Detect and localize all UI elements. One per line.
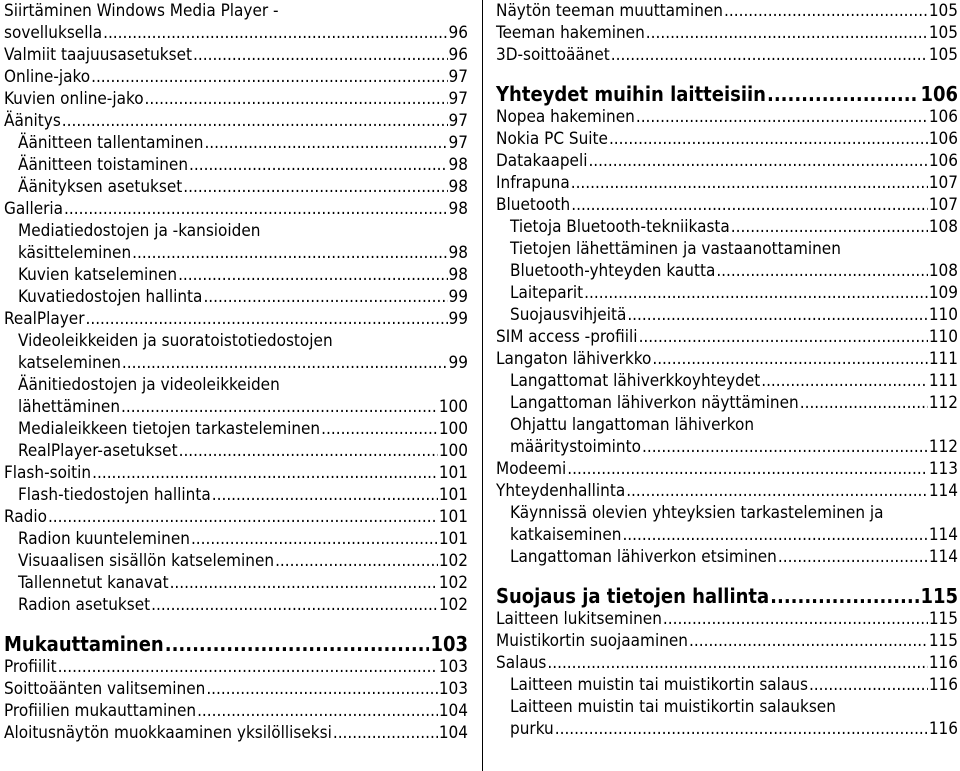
toc-page-number: 107 — [928, 195, 958, 215]
toc-page-number: 116 — [928, 719, 958, 739]
toc-entry-title: sovelluksella — [4, 23, 103, 43]
toc-entry-title: Valmiit taajuusasetukset — [4, 45, 193, 65]
toc-entry-title: Profiilien mukauttaminen — [4, 701, 197, 721]
toc-entry-title: Kuvien katseleminen — [18, 265, 178, 285]
toc-page-number: 116 — [928, 675, 958, 695]
toc-entry[interactable] — [4, 88, 468, 110]
dot-leader — [165, 632, 430, 656]
toc-entry[interactable] — [496, 348, 958, 370]
dot-leader — [206, 678, 438, 700]
toc-page-number: 114 — [928, 547, 958, 567]
toc-entry-title: Suojausvihjeitä — [510, 305, 627, 325]
toc-page-number: 101 — [438, 507, 468, 527]
toc-entry-title: RealPlayer-asetukset — [18, 441, 178, 461]
toc-entry[interactable] — [496, 370, 958, 392]
toc-entry-title: Tietoja Bluetooth-tekniikasta — [510, 217, 730, 237]
dot-leader — [588, 150, 927, 172]
toc-entry-title: Salaus — [496, 653, 547, 673]
dot-leader — [92, 462, 438, 484]
dot-leader — [58, 656, 438, 678]
toc-page-number: 113 — [928, 459, 958, 479]
toc-entry[interactable] — [4, 132, 468, 154]
toc-entry-title: Galleria — [4, 199, 64, 219]
toc-page-number: 108 — [928, 261, 958, 281]
dot-leader — [547, 652, 927, 674]
toc-entry[interactable] — [496, 194, 958, 216]
toc-entry[interactable] — [496, 414, 958, 458]
toc-page-number: 100 — [438, 419, 468, 439]
toc-entry[interactable] — [4, 374, 468, 418]
toc-page-number: 111 — [928, 349, 958, 369]
dot-leader — [571, 194, 928, 216]
toc-entry-title: Tallennetut kanavat — [18, 573, 169, 593]
toc-entry-title: Kuvien online-jako — [4, 89, 144, 109]
toc-entry[interactable] — [4, 656, 468, 678]
toc-entry-title: Mukauttaminen — [4, 632, 164, 656]
toc-entry-title: Nokia PC Suite — [496, 129, 608, 149]
dot-leader — [203, 286, 447, 308]
toc-entry[interactable] — [496, 458, 958, 480]
toc-entry-title: Bluetooth-yhteyden kautta — [510, 261, 716, 281]
toc-page-number: 116 — [928, 653, 958, 673]
toc-entry[interactable] — [4, 264, 468, 286]
toc-entry[interactable] — [496, 150, 958, 172]
toc-entry[interactable] — [496, 172, 958, 194]
toc-entry[interactable] — [496, 304, 958, 326]
toc-entry-title: Flash-soitin — [4, 463, 92, 483]
toc-page-number: 98 — [448, 177, 468, 197]
dot-leader — [642, 436, 928, 458]
dot-leader — [64, 198, 447, 220]
toc-entry-title: Tietojen lähettäminen ja vastaanottaminen — [510, 239, 841, 259]
dot-leader — [189, 154, 448, 176]
toc-page-number: 115 — [920, 584, 958, 608]
toc-page-number: 104 — [438, 701, 468, 721]
toc-column-left — [4, 0, 468, 744]
toc-entry-title: Videoleikkeiden ja suoratoistotiedostojen — [18, 331, 333, 351]
dot-leader — [646, 22, 928, 44]
toc-entry-title: Yhteydenhallinta — [496, 481, 626, 501]
dot-leader — [197, 700, 438, 722]
toc-page-number: 98 — [448, 199, 468, 219]
dot-leader — [321, 418, 438, 440]
toc-entry[interactable] — [4, 506, 468, 528]
toc-page-number: 103 — [430, 632, 468, 656]
toc-entry[interactable] — [4, 220, 468, 264]
toc-page-number: 97 — [448, 111, 468, 131]
dot-leader — [91, 66, 447, 88]
dot-leader — [85, 308, 447, 330]
toc-page-number: 102 — [438, 551, 468, 571]
toc-entry[interactable] — [496, 326, 958, 348]
toc-entry[interactable] — [4, 176, 468, 198]
toc-entry[interactable] — [4, 418, 468, 440]
toc-entry[interactable] — [496, 128, 958, 150]
dot-leader — [639, 326, 928, 348]
toc-page-number: 97 — [448, 67, 468, 87]
dot-leader — [689, 630, 928, 652]
toc-entry[interactable] — [496, 546, 958, 568]
toc-entry-title: Bluetooth — [496, 195, 571, 215]
dot-leader — [627, 304, 927, 326]
toc-entry[interactable] — [496, 502, 958, 546]
toc-heading[interactable] — [4, 632, 468, 656]
toc-entry-title: Langattomat lähiverkkoyhteydet — [510, 371, 761, 391]
toc-entry-title: määritystoiminto — [510, 437, 641, 457]
toc-page-number: 103 — [438, 657, 468, 677]
dot-leader — [212, 484, 438, 506]
toc-column-right — [496, 0, 958, 740]
toc-entry-title: Käynnissä olevien yhteyksien tarkasteleminen ja — [510, 503, 884, 523]
toc-page-number: 109 — [928, 283, 958, 303]
toc-entry-title: SIM access -profiili — [496, 327, 638, 347]
toc-page-number: 111 — [928, 371, 958, 391]
dot-leader — [122, 352, 448, 374]
toc-entry[interactable] — [4, 484, 468, 506]
toc-entry-title: katseleminen — [18, 353, 121, 373]
toc-entry[interactable] — [4, 154, 468, 176]
dot-leader — [191, 528, 438, 550]
toc-entry-title: Modeemi — [496, 459, 567, 479]
toc-entry-title: Langattoman lähiverkon näyttäminen — [510, 393, 799, 413]
dot-leader — [626, 480, 928, 502]
toc-entry-title: Radion asetukset — [18, 595, 151, 615]
toc-entry[interactable] — [496, 22, 958, 44]
column-divider — [482, 0, 483, 771]
toc-entry[interactable] — [4, 0, 468, 44]
toc-entry[interactable] — [496, 216, 958, 238]
toc-entry-title: Radio — [4, 507, 47, 527]
toc-entry-title: Äänityksen asetukset — [18, 177, 183, 197]
toc-entry[interactable] — [4, 286, 468, 308]
dot-leader — [275, 550, 438, 572]
toc-entry[interactable] — [496, 630, 958, 652]
toc-page-number: 115 — [928, 631, 958, 651]
toc-entry[interactable] — [4, 700, 468, 722]
toc-page-number: 106 — [928, 151, 958, 171]
toc-page-number: 105 — [928, 23, 958, 43]
dot-leader — [151, 594, 438, 616]
toc-page-number: 99 — [448, 309, 468, 329]
dot-leader — [571, 172, 928, 194]
dot-leader — [761, 370, 928, 392]
toc-entry[interactable] — [4, 550, 468, 572]
dot-leader — [121, 396, 438, 418]
toc-page-number: 115 — [928, 609, 958, 629]
toc-entry-title: Mediatiedostojen ja -kansioiden — [18, 221, 261, 241]
dot-leader — [731, 216, 928, 238]
toc-entry[interactable] — [496, 652, 958, 674]
toc-entry-title: Äänitiedostojen ja videoleikkeiden — [18, 375, 280, 395]
toc-entry[interactable] — [496, 106, 958, 128]
toc-entry-title: Soittoäänten valitseminen — [4, 679, 206, 699]
toc-heading[interactable] — [496, 82, 958, 106]
toc-entry-title: Nopea hakeminen — [496, 107, 635, 127]
toc-entry[interactable] — [496, 44, 958, 66]
toc-entry-title: Infrapuna — [496, 173, 570, 193]
dot-leader — [193, 44, 448, 66]
toc-entry-title: Langaton lähiverkko — [496, 349, 652, 369]
toc-entry-title: Radion kuunteleminen — [18, 529, 190, 549]
toc-page-number: 110 — [928, 327, 958, 347]
toc-entry[interactable] — [4, 330, 468, 374]
toc-page-number: 107 — [928, 173, 958, 193]
dot-leader — [333, 722, 438, 744]
dot-leader — [584, 282, 928, 304]
toc-page-number: 106 — [928, 129, 958, 149]
dot-leader — [183, 176, 447, 198]
dot-leader — [609, 128, 928, 150]
toc-entry[interactable] — [4, 678, 468, 700]
toc-entry[interactable] — [496, 282, 958, 304]
dot-leader — [652, 348, 927, 370]
dot-leader — [103, 22, 447, 44]
toc-entry[interactable] — [4, 528, 468, 550]
toc-entry[interactable] — [4, 594, 468, 616]
toc-heading[interactable] — [496, 584, 958, 608]
toc-entry-title: Laitteen lukitseminen — [496, 609, 662, 629]
toc-page-number: 99 — [448, 353, 468, 373]
toc-entry-title: Aloitusnäytön muokkaaminen yksilölliseksi — [4, 723, 332, 743]
toc-page-number: 108 — [928, 217, 958, 237]
toc-page-number: 97 — [448, 133, 468, 153]
toc-page-number: 103 — [438, 679, 468, 699]
toc-entry-title: RealPlayer — [4, 309, 85, 329]
toc-entry[interactable] — [4, 462, 468, 484]
toc-page-number: 96 — [448, 23, 468, 43]
toc-entry[interactable] — [496, 608, 958, 630]
dot-leader — [716, 260, 927, 282]
toc-entry-title: Siirtäminen Windows Media Player - — [4, 1, 279, 21]
toc-entry-title: Flash-tiedostojen hallinta — [18, 485, 211, 505]
dot-leader — [636, 106, 928, 128]
toc-entry[interactable] — [496, 480, 958, 502]
toc-entry-title: Visuaalisen sisällön katseleminen — [18, 551, 275, 571]
dot-leader — [62, 110, 448, 132]
dot-leader — [555, 718, 928, 740]
toc-page-number: 106 — [920, 82, 958, 106]
toc-entry[interactable] — [496, 696, 958, 740]
toc-page-number: 96 — [448, 45, 468, 65]
toc-entry[interactable] — [4, 198, 468, 220]
dot-leader — [663, 608, 928, 630]
toc-entry-title: Langattoman lähiverkon etsiminen — [510, 547, 777, 567]
dot-leader — [724, 0, 928, 22]
toc-page-number: 100 — [438, 441, 468, 461]
toc-page-number: 98 — [448, 155, 468, 175]
toc-page-number: 98 — [448, 265, 468, 285]
toc-page-number: 101 — [438, 463, 468, 483]
toc-entry[interactable] — [4, 110, 468, 132]
toc-page-number: 110 — [928, 305, 958, 325]
toc-page-number: 98 — [448, 243, 468, 263]
toc-entry-title: Profiilit — [4, 657, 57, 677]
toc-page-number: 100 — [438, 397, 468, 417]
dot-leader — [611, 44, 928, 66]
toc-page-number: 101 — [438, 485, 468, 505]
dot-leader — [800, 392, 928, 414]
toc-page-number: 97 — [448, 89, 468, 109]
dot-leader — [132, 242, 447, 264]
toc-page-number: 106 — [928, 107, 958, 127]
toc-entry[interactable] — [496, 392, 958, 414]
toc-entry-title: purku — [510, 719, 554, 739]
dot-leader — [178, 264, 447, 286]
toc-entry-title: Äänitteen toistaminen — [18, 155, 189, 175]
dot-leader — [809, 674, 928, 696]
toc-page-number: 112 — [928, 437, 958, 457]
toc-entry-title: Medialeikkeen tietojen tarkasteleminen — [18, 419, 321, 439]
dot-leader — [170, 572, 438, 594]
toc-page-number: 114 — [928, 525, 958, 545]
toc-entry-title: Äänitteen tallentaminen — [18, 133, 204, 153]
toc-page-number: 102 — [438, 573, 468, 593]
toc-entry[interactable] — [4, 572, 468, 594]
dot-leader — [770, 584, 919, 608]
dot-leader — [48, 506, 438, 528]
toc-entry[interactable] — [4, 308, 468, 330]
toc-entry-title: Näytön teeman muuttaminen — [496, 1, 724, 21]
toc-entry-title: lähettäminen — [18, 397, 121, 417]
toc-entry-title: Laiteparit — [510, 283, 584, 303]
toc-page-number: 105 — [928, 1, 958, 21]
toc-entry[interactable] — [496, 238, 958, 282]
toc-entry-title: Laitteen muistin tai muistikortin salaus — [510, 675, 808, 695]
toc-entry-title: 3D-soittoäänet — [496, 45, 610, 65]
toc-entry[interactable] — [4, 66, 468, 88]
toc-page-number: 112 — [928, 393, 958, 413]
toc-page-number: 101 — [438, 529, 468, 549]
toc-entry-title: Suojaus ja tietojen hallinta — [496, 584, 770, 608]
toc-entry[interactable] — [496, 674, 958, 696]
dot-leader — [567, 458, 928, 480]
toc-entry[interactable] — [4, 722, 468, 744]
toc-entry-title: katkaiseminen — [510, 525, 622, 545]
toc-entry-title: Datakaapeli — [496, 151, 588, 171]
dot-leader — [767, 82, 919, 106]
toc-page-number: 99 — [448, 287, 468, 307]
dot-leader — [179, 440, 438, 462]
toc-entry-title: Äänitys — [4, 111, 61, 131]
toc-entry-title: Yhteydet muihin laitteisiin — [496, 82, 766, 106]
dot-leader — [204, 132, 447, 154]
dot-leader — [145, 88, 448, 110]
toc-entry-title: Kuvatiedostojen hallinta — [18, 287, 203, 307]
toc-entry[interactable] — [4, 440, 468, 462]
dot-leader — [778, 546, 928, 568]
toc-entry[interactable] — [496, 0, 958, 22]
toc-page-number: 114 — [928, 481, 958, 501]
toc-entry[interactable] — [4, 44, 468, 66]
toc-page-number: 105 — [928, 45, 958, 65]
toc-page-number: 104 — [438, 723, 468, 743]
toc-entry-title: käsitteleminen — [18, 243, 132, 263]
dot-leader — [622, 524, 927, 546]
toc-entry-title: Online-jako — [4, 67, 91, 87]
toc-entry-title: Muistikortin suojaaminen — [496, 631, 689, 651]
toc-entry-title: Laitteen muistin tai muistikortin salauksen — [510, 697, 836, 717]
toc-entry-title: Teeman hakeminen — [496, 23, 645, 43]
toc-entry-title: Ohjattu langattoman lähiverkon — [510, 415, 755, 435]
toc-page-number: 102 — [438, 595, 468, 615]
